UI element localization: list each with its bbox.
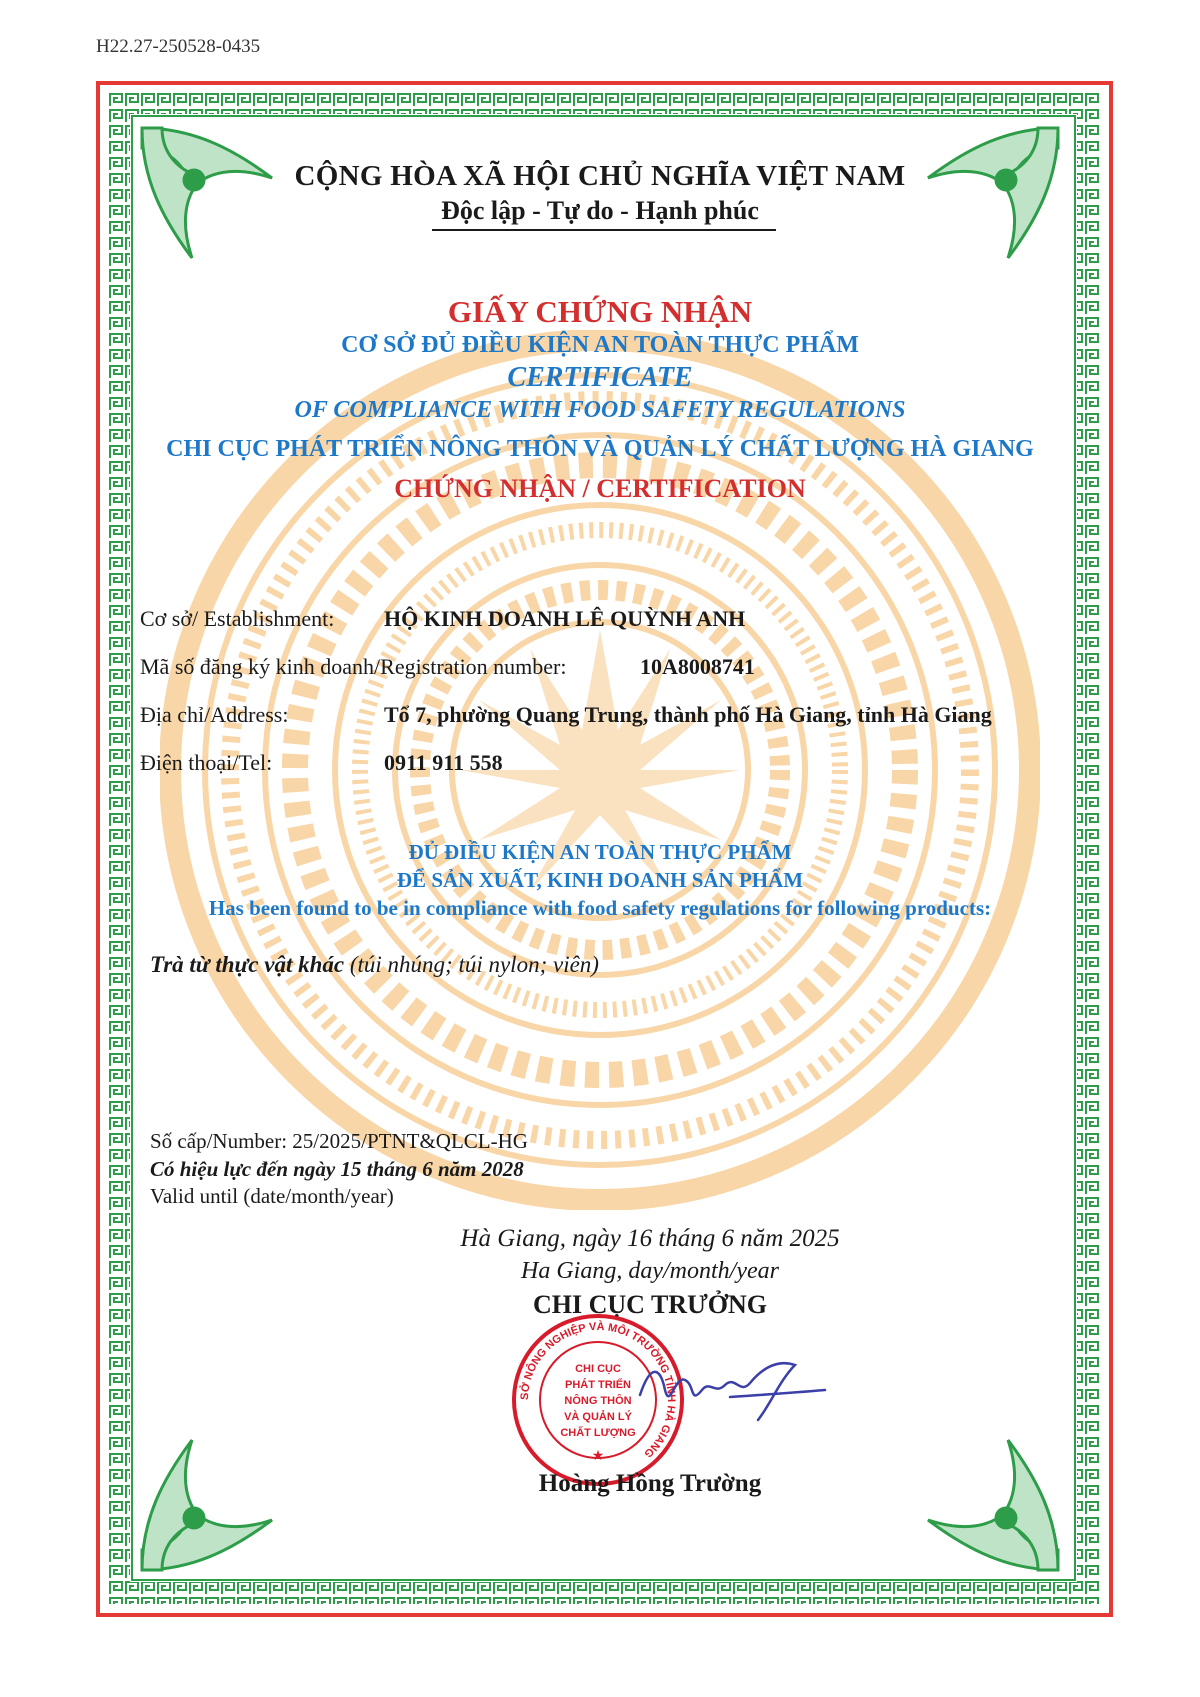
product-line [150,952,599,978]
place-date-vn: Hà Giang, ngày 16 tháng 6 năm 2025 [460,1225,840,1252]
seal-line-4: VÀ QUẢN LÝ [564,1411,632,1423]
document-id: H22.27-250528-0435 [96,36,261,57]
scope-line-1: ĐỦ ĐIỀU KIỆN AN TOÀN THỰC PHẨM [408,840,792,864]
national-motto: Độc lập - Tự do - Hạnh phúc [441,196,759,225]
tel-value: 0911 911 558 [384,750,503,775]
place-date-en: Ha Giang, day/month/year [521,1258,779,1284]
address-value: Tổ 7, phường Quang Trung, thành phố Hà Giang, tỉnh Hà Giang [384,702,992,727]
valid-until-en: Valid until (date/month/year) [150,1184,394,1208]
address-label: Địa chỉ/Address: [140,702,289,727]
establishment-label: Cơ sở/ Establishment: [140,606,335,631]
seal-line-5: CHẤT LƯỢNG [560,1427,636,1439]
handwritten-signature [630,1335,830,1435]
certificate-subtitle-en: OF COMPLIANCE WITH FOOD SAFETY REGULATIONS [294,397,906,423]
certificate-subtitle-vn: CƠ SỞ ĐỦ ĐIỀU KIỆN AN TOÀN THỰC PHẨM [341,332,859,358]
motto-underline [432,229,776,231]
certificate-title-vn: GIẤY CHỨNG NHẬN [447,294,753,329]
certificate-number: Số cấp/Number: 25/2025/PTNT&QLCL-HG [150,1129,528,1153]
tel-label: Điện thoại/Tel: [140,750,273,775]
valid-until-vn: Có hiệu lực đến ngày 15 tháng 6 năm 2028 [150,1157,524,1181]
certificate-title-en: CERTIFICATE [507,362,693,393]
country-name: CỘNG HÒA XÃ HỘI CHỦ NGHĨA VIỆT NAM [294,160,906,192]
corner-ornament-bottom-right [908,1420,1068,1580]
seal-line-1: CHI CỤC [575,1363,621,1375]
certification-heading: CHỨNG NHẬN / CERTIFICATION [394,474,806,503]
product-name: Trà từ thực vật khác [150,952,345,977]
product-detail: (túi nhúng; túi nylon; viên) [344,952,599,977]
signer-name: Hoàng Hồng Trường [538,1470,762,1497]
scope-line-2: ĐỂ SẢN XUẤT, KINH DOANH SẢN PHẨM [396,868,804,892]
signer-position: CHI CỤC TRƯỞNG [532,1290,767,1319]
issuing-agency: CHI CỤC PHÁT TRIỂN NÔNG THÔN VÀ QUẢN LÝ CHẤT LƯỢNG HÀ GIANG [166,436,1034,462]
registration-label: Mã số đăng ký kinh doanh/Registration number: [140,654,567,679]
seal-ring-text: SỞ NÔNG NGHIỆP VÀ MÔI TRƯỜNG TỈNH HÀ GIANG [518,1320,678,1460]
registration-value: 10A8008741 [640,654,755,679]
seal-line-3: NÔNG THÔN [564,1395,632,1407]
corner-ornament-bottom-left [132,1420,292,1580]
svg-text:★: ★ [591,1449,605,1464]
seal-line-2: PHÁT TRIỂN [565,1379,631,1391]
scope-line-3: Has been found to be in compliance with food safety regulations for following products: [208,896,992,920]
establishment-value: HỘ KINH DOANH LÊ QUỲNH ANH [384,606,746,631]
